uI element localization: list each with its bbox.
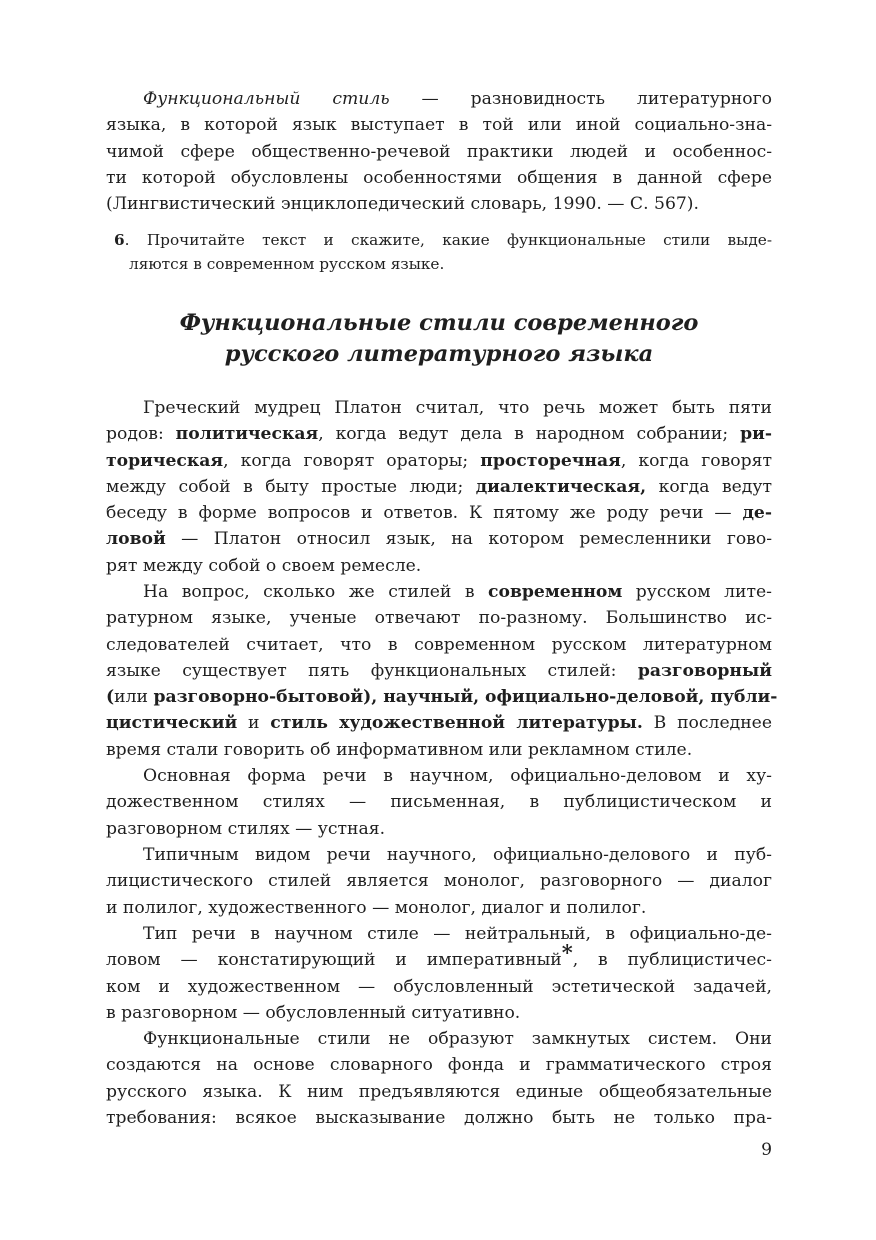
text-line: Греческий мудрец Платон считал, что речь может быть пяти <box>143 398 772 418</box>
text-line: время стали говорить об информативном или рекламном стиле. <box>106 739 693 760</box>
term-italic: Функциональный стиль <box>143 89 390 109</box>
paragraph-speech-form <box>106 763 772 842</box>
text-line: На вопрос, сколько же стилей в современном русском лите- <box>143 582 772 602</box>
text-line: Основная форма речи в научном, официально-деловом и ху- <box>143 766 772 786</box>
task-block <box>114 228 772 276</box>
text-line: лицистического стилей является монолог, разговорного — диалог <box>106 871 772 892</box>
footnote-asterisk: * <box>561 940 573 966</box>
text-line: языке существует пять функциональных стилей: разговорный <box>106 660 772 681</box>
paragraph-plato <box>106 395 772 579</box>
paragraph-styles-count <box>106 579 778 763</box>
text-line: в разговорном — обусловленный ситуативно. <box>106 1002 521 1023</box>
text-line: языка, в которой язык выступает в той или иной социально-зна- <box>106 115 772 136</box>
text-line: чимой сфере общественно-речевой практики людей и особеннос- <box>106 141 772 162</box>
task-line: 6. Прочитайте текст и скажите, какие функциональные стили выде- <box>114 231 772 249</box>
text-line: ловом — констатирующий и императивный*, в публицистичес- <box>106 940 772 971</box>
page-number: 9 <box>761 1140 772 1160</box>
definition-paragraph <box>106 86 772 217</box>
text-line: ти которой обусловлены особенностями общения в данной сфере <box>106 167 772 188</box>
text-line: русского языка. К ним предъявляются единые общеобязательные <box>106 1081 772 1102</box>
text-line: Функциональный стиль — разновидность литературного <box>143 89 772 109</box>
text-line: торическая, когда говорят ораторы; просторечная, когда говорят <box>106 450 773 471</box>
task-line: ляются в современном русском языке. <box>129 255 445 273</box>
paragraph-speech-kind <box>106 842 772 921</box>
text-line: разговорном стилях — устная. <box>106 818 386 839</box>
section-heading: Функциональные стили современного русского литературного языка <box>179 310 699 367</box>
text-line: Функциональные стили не образуют замкнутых систем. Они <box>143 1029 772 1049</box>
text-line: требования: всякое высказывание должно быть не только пра- <box>106 1107 772 1128</box>
text-line: родов: политическая, когда ведут дела в народном собрании; ри- <box>106 424 772 445</box>
text-line: (или разговорно-бытовой), научный, официально-деловой, публи- <box>106 687 778 708</box>
text-line: создаются на основе словарного фонда и грамматического строя <box>106 1055 772 1076</box>
text-line: рят между собой о своем ремесле. <box>106 555 422 576</box>
text-line: Тип речи в научном стиле — нейтральный, в официально-де- <box>143 924 772 944</box>
text-line: ратурном языке, ученые отвечают по-разному. Большинство ис- <box>106 608 772 629</box>
text-line: между собой в быту простые люди; диалектическая, когда ведут <box>106 476 773 497</box>
text-line: (Лингвистический энциклопедический словарь, 1990. — С. 567). <box>106 194 699 215</box>
text-line: следователей считает, что в современном русском литературном <box>106 634 772 655</box>
paragraph-speech-type <box>106 921 772 1026</box>
text-line: ловой — Платон относил язык, на котором ремесленники гово- <box>106 529 772 550</box>
text-line: беседу в форме вопросов и ответов. К пятому же роду речи — де- <box>106 503 772 524</box>
text-line: Типичным видом речи научного, официально-делового и пуб- <box>143 845 772 865</box>
text-line: ком и художественном — обусловленный эстетической задачей, <box>106 976 772 997</box>
text-line: и полилог, художественного — монолог, диалог и полилог. <box>106 897 647 918</box>
text-line: дожественном стилях — письменная, в публицистическом и <box>106 792 772 813</box>
paragraph-closed-systems <box>106 1026 772 1131</box>
task-number: 6 <box>114 231 125 249</box>
text-line: цистический и стиль художественной литературы. В последнее <box>106 713 772 734</box>
